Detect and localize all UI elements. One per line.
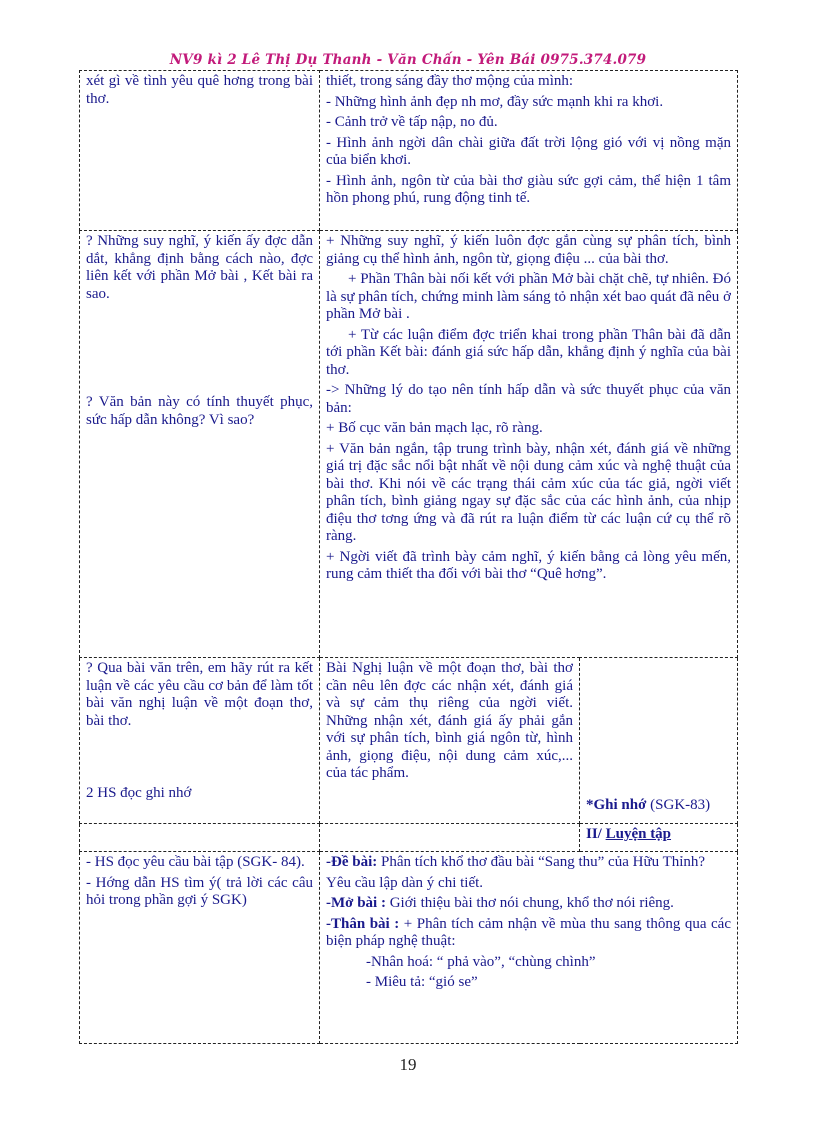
answer-line: thiết, trong sáng đầy thơ mộng của mình:	[326, 73, 574, 89]
memo-bold: *Ghi nhớ	[586, 796, 647, 813]
activity-line: - Hớng dẫn HS tìm ý( trả lời các câu hỏi trong phần gợi ý SGK)	[86, 874, 313, 908]
teacher-question-cell	[80, 658, 320, 824]
lesson-table	[79, 70, 738, 1044]
teacher-question-cell	[80, 231, 320, 658]
mo-bai-label: -Mở bài :	[326, 895, 386, 911]
answer-line: - Cảnh trở về tấp nập, no đủ.	[326, 114, 498, 130]
answer-line: + Văn bản ngắn, tập trung trình bày, nhận xét, đánh giá về những giá trị đặc sắc nổi bật nhất về nội dung cảm xúc và nghệ thuật của bài thơ. Khi nói về các trạng thái cảm xúc của tác giả, ngời viết phân tích, bình giảng ngay sự đặc sắc của các hình ảnh, của nhịp điệu thơ tơng ứng và đã rút ra luận điểm từ các luận cứ cụ thể rõ ràng.	[326, 440, 731, 544]
conclusion-cell	[320, 658, 580, 824]
exercise-prompt	[326, 854, 731, 872]
memo-reference: (SGK-83)	[650, 796, 711, 813]
answer-line: - Hình ảnh, ngôn từ của bài thơ giàu sức gợi cảm, thể hiện 1 tâm hồn phong phú, rung động tinh tế.	[326, 172, 731, 206]
answer-line: + Phần Thân bài nối kết với phần Mở bài chặt chẽ, tự nhiên. Đó là sự phân tích, chứng minh làm sáng tỏ nhận xét bao quát đã nêu ở phần Mở bài .	[326, 271, 731, 322]
question-text: ? Qua bài văn trên, em hãy rút ra kết luận về các yêu cầu cơ bản để làm tốt bài văn nghị luận về một đoạn thơ, bài thơ.	[86, 660, 313, 729]
conclusion-text: Bài Nghị luận về một đoạn thơ, bài thơ cần nêu lên đợc các nhận xét, đánh giá và sự cảm thụ riêng của ngời viết. Những nhận xét, đánh giá ấy phải gắn với sự phân tích, bình giá ngôn từ, hình ảnh, giọng điệu, nội dung cảm xúc,... của tác phẩm.	[326, 660, 573, 781]
page-header: NV9 kì 2 Lê Thị Dụ Thanh - Văn Chấn - Yên Bái 0975.374.079	[169, 52, 647, 68]
empty-cell	[320, 824, 580, 852]
de-bai-label: -Đề bài:	[326, 854, 378, 870]
question-text: xét gì về tình yêu quê hơng trong bài thơ.	[86, 73, 313, 107]
section-title: Luyện tập	[605, 826, 672, 842]
answer-line: + Những suy nghĩ, ý kiến luôn đợc gắn cùng sự phân tích, bình giảng cụ thể hình ảnh, ngôn từ, giọng điệu ... của bài thơ.	[326, 233, 731, 267]
answer-line: + Ngời viết đã trình bày cảm nghĩ, ý kiến bằng cả lòng yêu mến, rung cảm thiết tha đối với bài thơ “Quê hơng”.	[326, 548, 731, 582]
answer-line: - Những hình ảnh đẹp nh mơ, đầy sức mạnh khi ra khơi.	[326, 93, 664, 110]
answer-line: + Từ các luận điểm đợc triển khai trong phần Thân bài đã dẫn tới phần Kết bài: đánh giá sức hấp dẫn, khẳng định ý nghĩa của bài thơ.	[326, 326, 731, 378]
memo-cell	[580, 658, 738, 824]
question-text: ? Văn bản này có tính thuyết phục, sức hấp dẫn không? Vì sao?	[86, 394, 313, 428]
than-bai-text: + Phân tích cảm nhận về mùa thu sang thông qua các biện pháp nghệ thuật:	[326, 915, 731, 949]
mo-bai-text: Giới thiệu bài thơ nói chung, khổ thơ nói riêng.	[385, 895, 674, 911]
empty-cell	[80, 824, 320, 852]
list-item: -Nhân hoá: “ phả vào”, “chùng chình”	[366, 953, 596, 970]
de-bai-text: Phân tích khổ thơ đầu bài “Sang thu” của Hữu Thỉnh?	[377, 854, 706, 870]
than-bai-label: -Thân bài :	[326, 915, 400, 932]
answer-line: - Hình ảnh ngời dân chài giữa đất trời lộng gió với vị nồng mặn của biển khơi.	[326, 134, 731, 168]
than-bai	[326, 916, 731, 951]
section-number: II/	[586, 826, 602, 842]
answer-line: -> Những lý do tạo nên tính hấp dẫn và sức thuyết phục của văn bản:	[326, 382, 731, 416]
table-row	[80, 71, 738, 231]
page-number: 19	[399, 1055, 417, 1074]
exercise-requirement: Yêu cầu lập dàn ý chi tiết.	[326, 874, 484, 891]
list-item: - Miêu tả: “gió se”	[366, 974, 478, 990]
answer-cell	[320, 231, 738, 658]
mo-bai	[326, 895, 731, 913]
table-row	[80, 824, 738, 852]
exercise-cell	[320, 852, 738, 1044]
table-row	[80, 231, 738, 658]
memo-label	[586, 797, 731, 815]
answer-cell	[320, 71, 738, 231]
activity-cell	[80, 852, 320, 1044]
activity-line: - HS đọc yêu cầu bài tập (SGK- 84).	[86, 854, 305, 870]
teacher-question-cell	[80, 71, 320, 231]
activity-note: 2 HS đọc ghi nhớ	[86, 785, 192, 801]
answer-line: + Bố cục văn bản mạch lạc, rõ ràng.	[326, 420, 543, 436]
question-text: ? Những suy nghĩ, ý kiến ấy đợc dẫn dắt, khẳng định bằng cách nào, đợc liên kết với phần Mở bài , Kết bài ra sao.	[86, 233, 313, 302]
section-heading-cell	[580, 824, 738, 852]
table-row	[80, 852, 738, 1044]
table-row	[80, 658, 738, 824]
